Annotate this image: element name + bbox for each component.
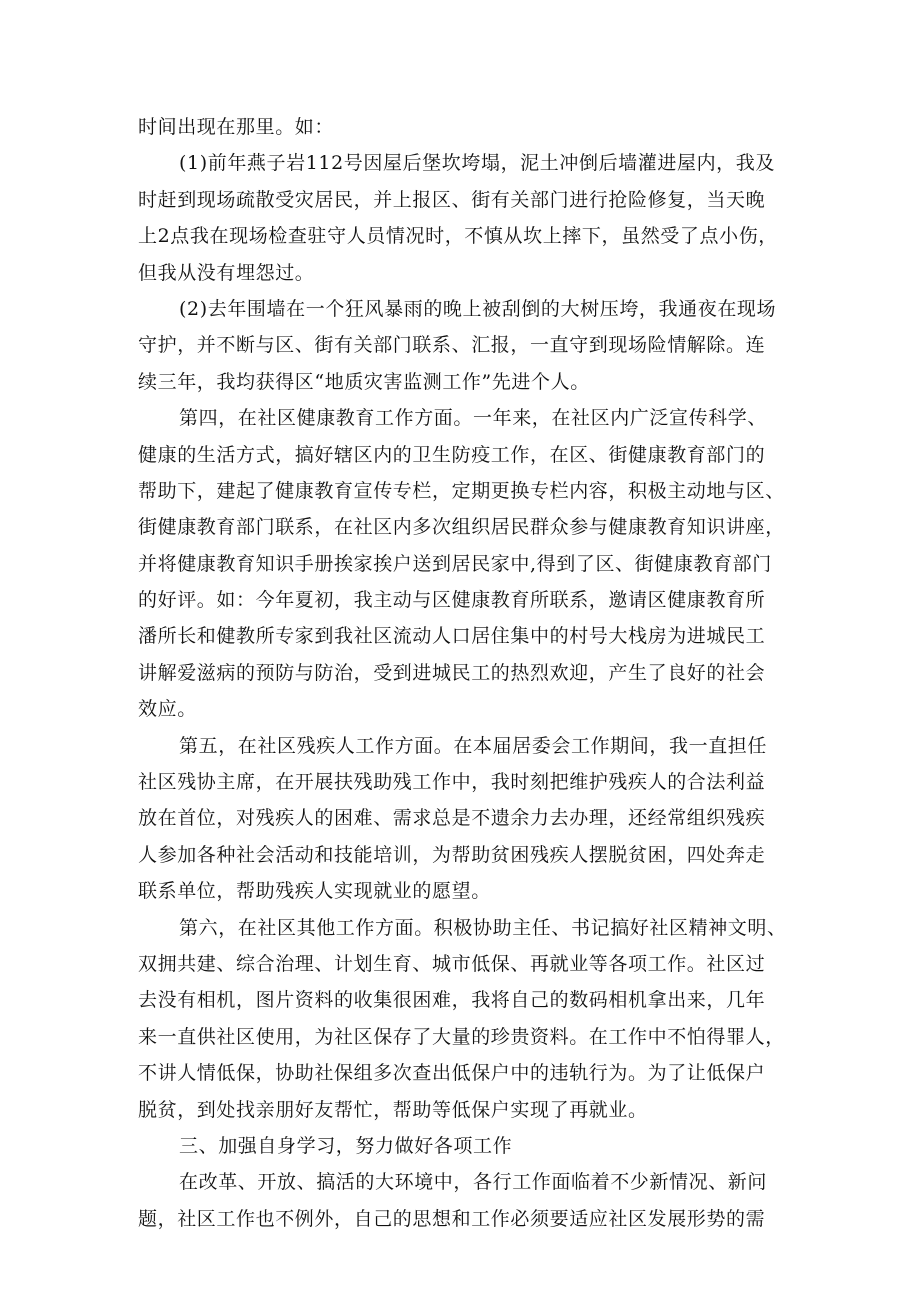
text-line: 时间出现在那里。如： xyxy=(138,116,335,138)
text-line: 守护，并不断与区、街有关部门联系、汇报，一直守到现场险情解除。连 xyxy=(138,334,766,357)
text-line: 第四，在社区健康教育工作方面。一年来，在社区内广泛宣传科学、 xyxy=(179,407,768,430)
text-line: 在改革、开放、搞活的大环境中，各行工作面临着不少新情况、新问 xyxy=(179,1171,768,1194)
text-line: 上2点我在现场检查驻守人员情况时，不慎从坎上摔下，虽然受了点小伤， xyxy=(138,225,778,248)
text-line: 街健康教育部门联系，在社区内多次组织居民群众参与健康教育知识讲座， xyxy=(138,516,785,539)
text-line: 健康的生活方式，搞好辖区内的卫生防疫工作，在区、街健康教育部门的 xyxy=(138,443,766,466)
text-line: (2)去年围墙在一个狂风暴雨的晚上被刮倒的大树压垮，我通夜在现场 xyxy=(179,297,777,320)
text-line: (1)前年燕子岩112号因屋后堡坎垮塌，泥土冲倒后墙灌进屋内，我及 xyxy=(179,152,775,175)
text-line: 的好评。如：今年夏初，我主动与区健康教育所联系，邀请区健康教育所 xyxy=(138,589,766,612)
text-line: 潘所长和健教所专家到我社区流动人口居住集中的村号大栈房为进城民工 xyxy=(138,625,766,648)
text-line: 三、加强自身学习，努力做好各项工作 xyxy=(179,1134,513,1157)
text-line: 不讲人情低保，协助社保组多次查出低保户中的违轨行为。为了让低保户 xyxy=(138,1062,766,1085)
text-line: 人参加各种社会活动和技能培训，为帮助贫困残疾人摆脱贫困，四处奔走 xyxy=(138,843,766,866)
text-line: 双拥共建、综合治理、计划生育、城市低保、再就业等各项工作。社区过 xyxy=(138,952,766,975)
text-line: 讲解爱滋病的预防与防治，受到进城民工的热烈欢迎，产生了良好的社会 xyxy=(138,661,766,684)
text-line: 时赶到现场疏散受灾居民，并上报区、街有关部门进行抢险修复，当天晚 xyxy=(138,188,766,211)
text-line: 去没有相机，图片资料的收集很困难，我将自己的数码相机拿出来，几年 xyxy=(138,989,766,1012)
text-line: 联系单位，帮助残疾人实现就业的愿望。 xyxy=(138,880,491,903)
text-line: 来一直供社区使用，为社区保存了大量的珍贵资料。在工作中不怕得罪人， xyxy=(138,1025,785,1048)
text-line: 但我从没有埋怨过。 xyxy=(138,261,315,284)
text-line: 题，社区工作也不例外，自己的思想和工作必须要适应社区发展形势的需 xyxy=(138,1207,766,1230)
text-line: 续三年，我均获得区“地质灾害监测工作”先进个人。 xyxy=(138,370,590,393)
text-line: 社区残协主席，在开展扶残助残工作中，我时刻把维护残疾人的合法利益 xyxy=(138,771,766,794)
text-line: 效应。 xyxy=(138,698,197,721)
text-line: 脱贫，到处找亲朋好友帮忙，帮助等低保户实现了再就业。 xyxy=(138,1098,648,1121)
text-line: 并将健康教育知识手册挨家挨户送到居民家中,得到了区、街健康教育部门 xyxy=(138,552,772,575)
text-line: 第六，在社区其他工作方面。积极协助主任、书记搞好社区精神文明、 xyxy=(179,916,787,939)
text-line: 第五，在社区残疾人工作方面。在本届居委会工作期间，我一直担任 xyxy=(179,734,768,757)
text-line: 放在首位，对残疾人的困难、需求总是不遗余力去办理，还经常组织残疾 xyxy=(138,807,766,830)
text-line: 帮助下，建起了健康教育宣传专栏，定期更换专栏内容，积极主动地与区、 xyxy=(138,479,785,502)
document-body xyxy=(138,109,798,1237)
